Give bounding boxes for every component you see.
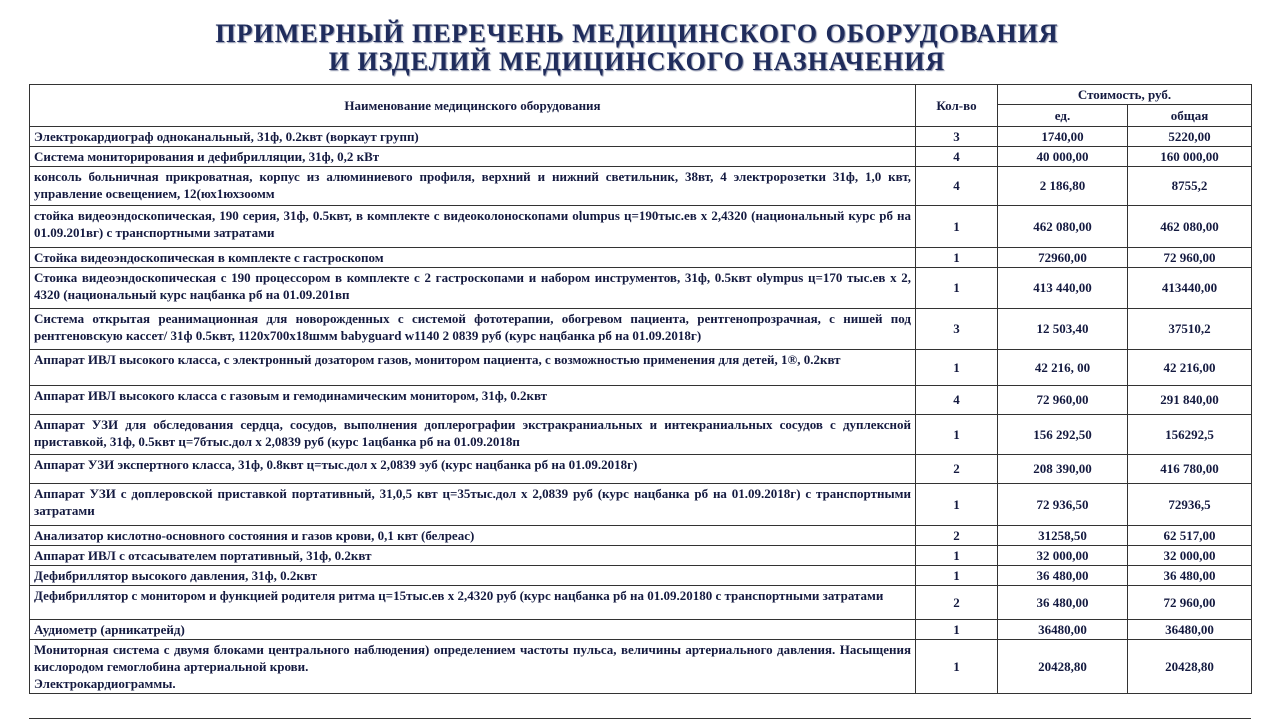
total-cost-cell: 20428,80	[1128, 640, 1252, 694]
equipment-name-text-continued: Электрокардиограммы.	[34, 676, 176, 691]
quantity-cell: 2	[916, 586, 998, 620]
equipment-name-cell: Дефибриллятор с монитором и функцией родителя ритма ц=15тыс.ев х 2,4320 руб (курс нацбанка рб на 01.09.20180 с транспортными затратами	[30, 586, 916, 620]
page-title	[0, 20, 1274, 76]
table-row	[30, 455, 1252, 484]
unit-cost-cell: 1740,00	[998, 127, 1128, 147]
equipment-name-cell: Стойка видеоэндоскопическая в комплекте с гастроскопом	[30, 248, 916, 268]
table-row	[30, 566, 1252, 586]
equipment-name-cell: Аппарат УЗИ экспертного класса, 31ф, 0.8квт ц=тыс.дол х 2,0839 эуб (курс нацбанка рб на 01.09.2018г)	[30, 455, 916, 484]
total-cost-cell: 72 960,00	[1128, 586, 1252, 620]
total-cost-cell: 291 840,00	[1128, 386, 1252, 415]
quantity-cell: 4	[916, 167, 998, 206]
equipment-name-cell: Аппарат ИВЛ высокого класса, с электронный дозатором газов, монитором пациента, с возможностью применения для детей, 1®, 0.2квт	[30, 350, 916, 386]
quantity-cell: 2	[916, 526, 998, 546]
table-row	[30, 127, 1252, 147]
total-cost-cell: 8755,2	[1128, 167, 1252, 206]
unit-cost-cell: 12 503,40	[998, 309, 1128, 350]
equipment-name-cell: Аппарат УЗИ с доплеровской приставкой портативный, 31,0,5 квт ц=35тыс.дол х 2,0839 руб (курс нацбанка рб на 01.09.2018г) с транспортными затратами	[30, 484, 916, 526]
table-row	[30, 268, 1252, 309]
table-row	[30, 546, 1252, 566]
quantity-cell: 1	[916, 350, 998, 386]
total-cost-cell: 36 480,00	[1128, 566, 1252, 586]
equipment-name-cell: Электрокардиограф одноканальный, 31ф, 0.2квт (воркаут групп)	[30, 127, 916, 147]
total-cost-cell: 416 780,00	[1128, 455, 1252, 484]
equipment-table	[29, 84, 1252, 694]
total-cost-cell: 413440,00	[1128, 268, 1252, 309]
equipment-name-cell: Аппарат ИВЛ с отсасывателем портативный, 31ф, 0.2квт	[30, 546, 916, 566]
equipment-name-cell: Стоика видеоэндоскопическая с 190 процессором в комплекте с 2 гастроскопами и набором инструментов, 31ф, 0.5квт olympus ц=170 тыс.ев х 2, 4320 (национальный курс нацбанка рб на 01.09.201вп	[30, 268, 916, 309]
quantity-cell: 3	[916, 309, 998, 350]
table-row	[30, 526, 1252, 546]
table-row	[30, 206, 1252, 248]
table-row	[30, 147, 1252, 167]
unit-cost-cell: 413 440,00	[998, 268, 1128, 309]
table-row	[30, 386, 1252, 415]
table-row	[30, 309, 1252, 350]
unit-cost-cell: 72 936,50	[998, 484, 1128, 526]
equipment-name-cell: стойка видеоэндоскопическая, 190 серия, 31ф, 0.5квт, в комплекте с видеоколоноскопами olumpus ц=190тыс.ев х 2,4320 (национальный курс рб на 01.09.201вг) с транспортными затратами	[30, 206, 916, 248]
header-cost: Стоимость, руб.	[998, 85, 1252, 105]
header-qty: Кол-во	[916, 85, 998, 127]
equipment-name-cell: консоль больничная прикроватная, корпус из алюминиевого профиля, верхний и нижний светильник, 38вт, 4 электророзетки 31ф, 1,0 квт, управление освещением, 12(юх1юхзоомм	[30, 167, 916, 206]
header-total: общая	[1128, 105, 1252, 127]
quantity-cell: 4	[916, 147, 998, 167]
equipment-name-cell: Дефибриллятор высокого давления, 31ф, 0.2квт	[30, 566, 916, 586]
total-cost-cell: 36480,00	[1128, 620, 1252, 640]
total-cost-cell: 42 216,00	[1128, 350, 1252, 386]
table-row	[30, 248, 1252, 268]
unit-cost-cell: 36 480,00	[998, 586, 1128, 620]
equipment-name-cell: Анализатор кислотно-основного состояния и газов крови, 0,1 квт (белреас)	[30, 526, 916, 546]
table-row	[30, 350, 1252, 386]
total-cost-cell: 72 960,00	[1128, 248, 1252, 268]
bottom-rule	[29, 718, 1251, 719]
total-cost-cell: 72936,5	[1128, 484, 1252, 526]
table-row	[30, 640, 1252, 694]
unit-cost-cell: 20428,80	[998, 640, 1128, 694]
table-row	[30, 484, 1252, 526]
total-cost-cell: 62 517,00	[1128, 526, 1252, 546]
unit-cost-cell: 72960,00	[998, 248, 1128, 268]
total-cost-cell: 37510,2	[1128, 309, 1252, 350]
equipment-name-cell: Аппарат ИВЛ высокого класса с газовым и гемодинамическим монитором, 31ф, 0.2квт	[30, 386, 916, 415]
header-unit: ед.	[998, 105, 1128, 127]
quantity-cell: 1	[916, 546, 998, 566]
equipment-name-cell: Аппарат УЗИ для обследования сердца, сосудов, выполнения доплерографии экстракраниальных и интекраниальных сосудов с дуплексной приставкой, 31ф, 0.5квт ц=7бтыс.дол х 2,0839 руб (курс 1ацбанка рб на 01.09.2018п	[30, 415, 916, 455]
equipment-name-cell: Система мониторирования и дефибрилляции, 31ф, 0,2 кВт	[30, 147, 916, 167]
equipment-name-cell: Система открытая реанимационная для новорожденных с системой фототерапии, обогревом пациента, рентгенопрозрачная, с нишей под рентгеновскую кассет/ 31ф 0.5квт, 1120х700х18шмм babyguard w1140 2 0839 руб (курс нацбанка рб на 01.09.2018г)	[30, 309, 916, 350]
table-row	[30, 620, 1252, 640]
unit-cost-cell: 42 216, 00	[998, 350, 1128, 386]
quantity-cell: 2	[916, 455, 998, 484]
total-cost-cell: 5220,00	[1128, 127, 1252, 147]
equipment-name-cell	[30, 640, 916, 694]
unit-cost-cell: 32 000,00	[998, 546, 1128, 566]
quantity-cell: 4	[916, 386, 998, 415]
unit-cost-cell: 72 960,00	[998, 386, 1128, 415]
quantity-cell: 1	[916, 640, 998, 694]
total-cost-cell: 156292,5	[1128, 415, 1252, 455]
quantity-cell: 1	[916, 268, 998, 309]
quantity-cell: 1	[916, 248, 998, 268]
quantity-cell: 1	[916, 620, 998, 640]
quantity-cell: 1	[916, 415, 998, 455]
unit-cost-cell: 2 186,80	[998, 167, 1128, 206]
total-cost-cell: 160 000,00	[1128, 147, 1252, 167]
unit-cost-cell: 462 080,00	[998, 206, 1128, 248]
quantity-cell: 3	[916, 127, 998, 147]
total-cost-cell: 462 080,00	[1128, 206, 1252, 248]
title-line-1: ПРИМЕРНЫЙ ПЕРЕЧЕНЬ МЕДИЦИНСКОГО ОБОРУДОВАНИЯ	[215, 19, 1059, 48]
header-name: Наименование медицинского оборудования	[30, 85, 916, 127]
table-row	[30, 415, 1252, 455]
quantity-cell: 1	[916, 566, 998, 586]
table-row	[30, 586, 1252, 620]
unit-cost-cell: 36480,00	[998, 620, 1128, 640]
unit-cost-cell: 40 000,00	[998, 147, 1128, 167]
equipment-name-cell: Аудиометр (арникатрейд)	[30, 620, 916, 640]
quantity-cell: 1	[916, 206, 998, 248]
equipment-name-text: Мониторная система с двумя блоками центрального наблюдения) определением частоты пульса, величины артериального давления. Насыщения кислородом гемоглобина артериальной крови.	[34, 642, 911, 674]
unit-cost-cell: 208 390,00	[998, 455, 1128, 484]
title-line-2: И ИЗДЕЛИЙ МЕДИЦИНСКОГО НАЗНАЧЕНИЯ	[328, 47, 946, 76]
table-row	[30, 167, 1252, 206]
quantity-cell: 1	[916, 484, 998, 526]
total-cost-cell: 32 000,00	[1128, 546, 1252, 566]
unit-cost-cell: 31258,50	[998, 526, 1128, 546]
unit-cost-cell: 156 292,50	[998, 415, 1128, 455]
unit-cost-cell: 36 480,00	[998, 566, 1128, 586]
